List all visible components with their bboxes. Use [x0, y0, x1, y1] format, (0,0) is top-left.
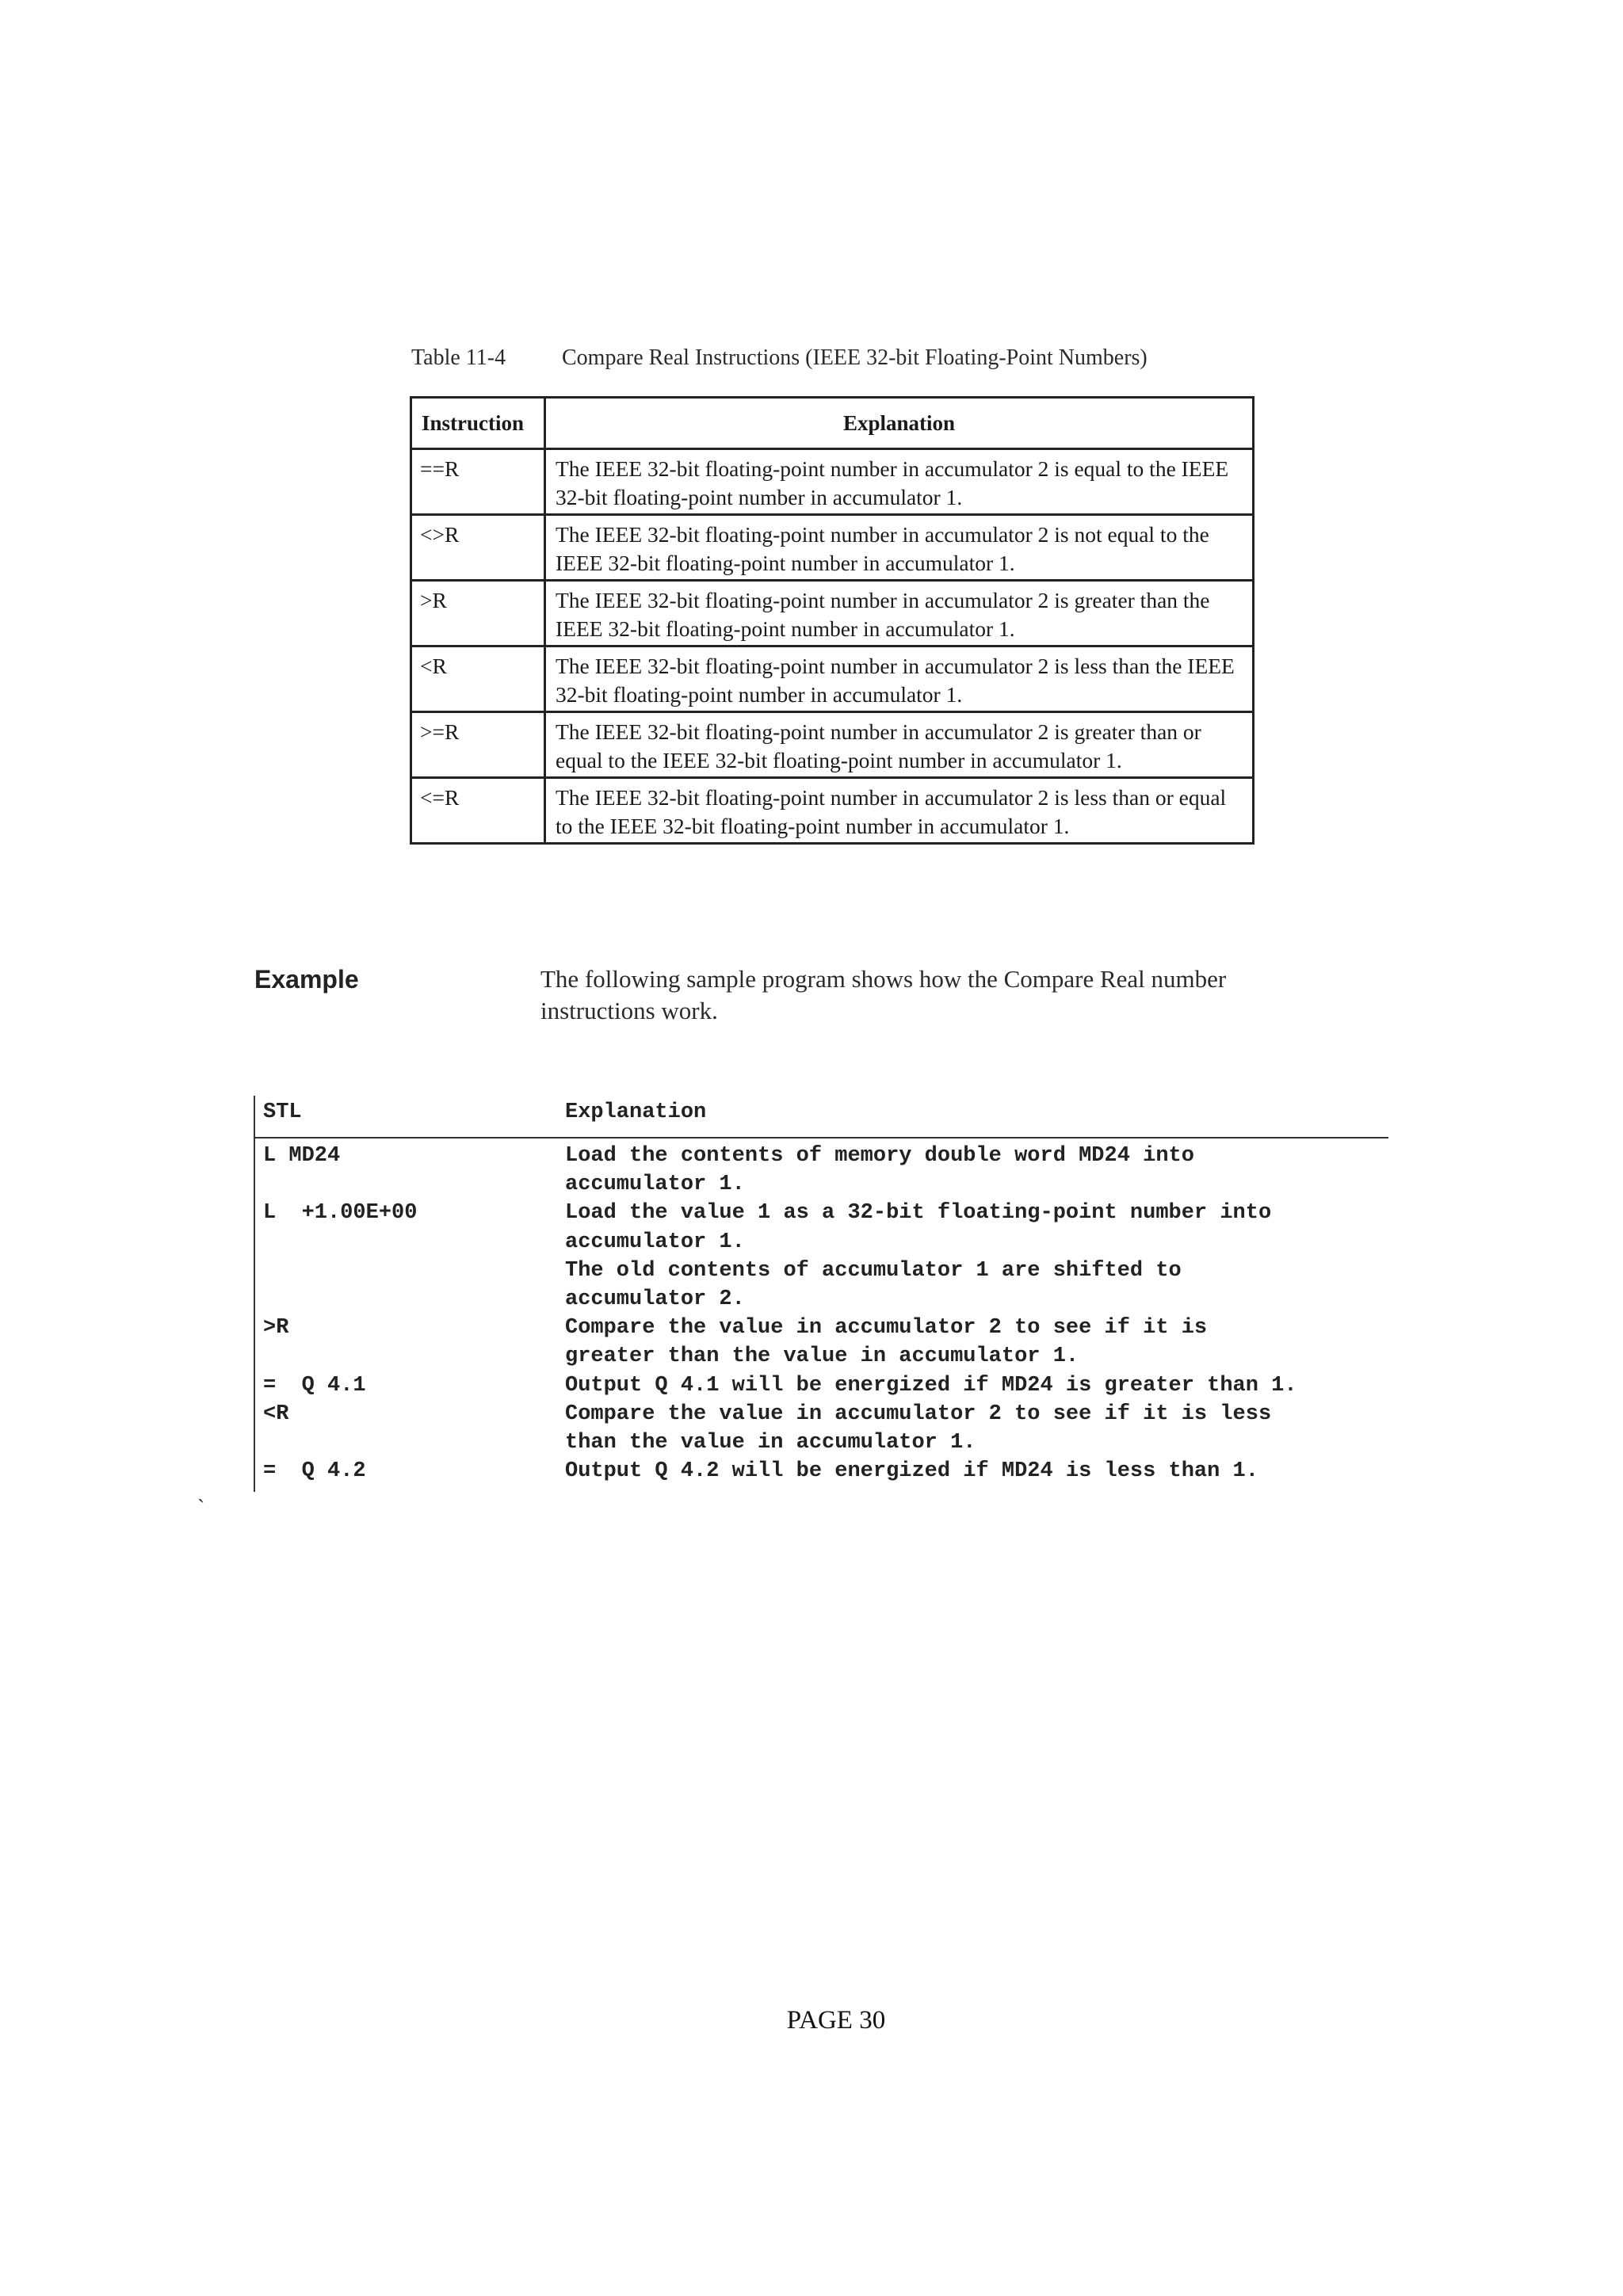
- stl-explanation-header: Explanation: [565, 1100, 707, 1124]
- stl-line: [254, 1371, 1388, 1400]
- instruction-cell: <=R: [411, 778, 545, 844]
- stl-code: [254, 1257, 565, 1285]
- table-row: [411, 712, 1254, 778]
- stl-explanation: than the value in accumulator 1.: [565, 1431, 976, 1455]
- column-header-instruction: Instruction: [411, 398, 545, 449]
- stl-explanation: accumulator 2.: [565, 1287, 745, 1312]
- stl-explanation: Load the value 1 as a 32-bit floating-point number into: [565, 1201, 1272, 1226]
- instruction-cell: >=R: [411, 712, 545, 778]
- stl-code: <R: [263, 1402, 289, 1426]
- table-row: [411, 778, 1254, 844]
- instruction-cell: <R: [411, 646, 545, 712]
- stl-code: [254, 1228, 565, 1257]
- stl-explanation: Compare the value in accumulator 2 to see if it is: [565, 1316, 1208, 1341]
- table-title: Compare Real Instructions (IEEE 32-bit Floating-Point Numbers): [562, 345, 1148, 370]
- stl-code: >R: [263, 1316, 289, 1341]
- stl-line: [254, 1342, 1388, 1371]
- table-header-row: [411, 398, 1254, 449]
- stl-code: [254, 1285, 565, 1314]
- stl-explanation: accumulator 1.: [565, 1173, 745, 1197]
- table-number: Table 11-4: [411, 345, 506, 370]
- explanation-cell: The IEEE 32-bit floating-point number in accumulator 2 is greater than or equal to the IEEE 32-bit floating-point number in accumulator 1.: [545, 712, 1254, 778]
- stl-line: [254, 1457, 1388, 1486]
- stl-explanation: Compare the value in accumulator 2 to see if it is less: [565, 1402, 1272, 1426]
- explanation-cell: The IEEE 32-bit floating-point number in accumulator 2 is less than or equal to the IEEE 32-bit floating-point number in accumulator 1.: [545, 778, 1254, 844]
- stl-line: [254, 1400, 1388, 1428]
- instruction-cell: >R: [411, 581, 545, 646]
- stl-explanation: The old contents of accumulator 1 are shifted to: [565, 1258, 1182, 1283]
- stl-code: = Q 4.1: [263, 1373, 366, 1398]
- table-row: [411, 515, 1254, 581]
- stl-header-rule: [254, 1137, 1388, 1138]
- stl-line: [254, 1285, 1388, 1314]
- example-heading: Example: [254, 965, 359, 994]
- table-caption: [411, 345, 1148, 371]
- stray-mark: `: [197, 1496, 205, 1520]
- stl-line: [254, 1228, 1388, 1257]
- stl-code: L MD24: [263, 1144, 341, 1168]
- stl-line: [254, 1314, 1388, 1342]
- stl-explanation: accumulator 1.: [565, 1230, 745, 1254]
- table-row: [411, 646, 1254, 712]
- stl-explanation: Load the contents of memory double word MD24 into: [565, 1144, 1194, 1168]
- page-number: PAGE 30: [786, 2006, 886, 2035]
- stl-line: [254, 1170, 1388, 1199]
- stl-line: [254, 1257, 1388, 1285]
- column-header-explanation: Explanation: [545, 398, 1254, 449]
- stl-explanation: Output Q 4.1 will be energized if MD24 is greater than 1.: [565, 1373, 1297, 1398]
- stl-column-header: STL: [263, 1100, 302, 1124]
- table-row: [411, 581, 1254, 646]
- stl-code: [254, 1170, 565, 1199]
- stl-code: [254, 1428, 565, 1457]
- stl-code: = Q 4.2: [263, 1459, 366, 1484]
- stl-explanation: Output Q 4.2 will be energized if MD24 is less than 1.: [565, 1459, 1258, 1484]
- stl-code: L +1.00E+00: [263, 1201, 418, 1226]
- stl-lines: [254, 1142, 1388, 1486]
- explanation-cell: The IEEE 32-bit floating-point number in accumulator 2 is not equal to the IEEE 32-bit floating-point number in accumulator 1.: [545, 515, 1254, 581]
- stl-line: [254, 1199, 1388, 1227]
- stl-line: [254, 1142, 1388, 1170]
- instruction-cell: ==R: [411, 449, 545, 515]
- explanation-cell: The IEEE 32-bit floating-point number in accumulator 2 is less than the IEEE 32-bit floating-point number in accumulator 1.: [545, 646, 1254, 712]
- table-row: [411, 449, 1254, 515]
- example-intro: The following sample program shows how the Compare Real number instructions work.: [540, 965, 1227, 1024]
- explanation-cell: The IEEE 32-bit floating-point number in accumulator 2 is greater than the IEEE 32-bit floating-point number in accumulator 1.: [545, 581, 1254, 646]
- explanation-cell: The IEEE 32-bit floating-point number in accumulator 2 is equal to the IEEE 32-bit floating-point number in accumulator 1.: [545, 449, 1254, 515]
- stl-line: [254, 1428, 1388, 1457]
- instruction-cell: <>R: [411, 515, 545, 581]
- stl-explanation: greater than the value in accumulator 1.: [565, 1344, 1079, 1369]
- stl-code: [254, 1342, 565, 1371]
- compare-real-table: [410, 396, 1254, 845]
- stl-code-block: [254, 1096, 1388, 1492]
